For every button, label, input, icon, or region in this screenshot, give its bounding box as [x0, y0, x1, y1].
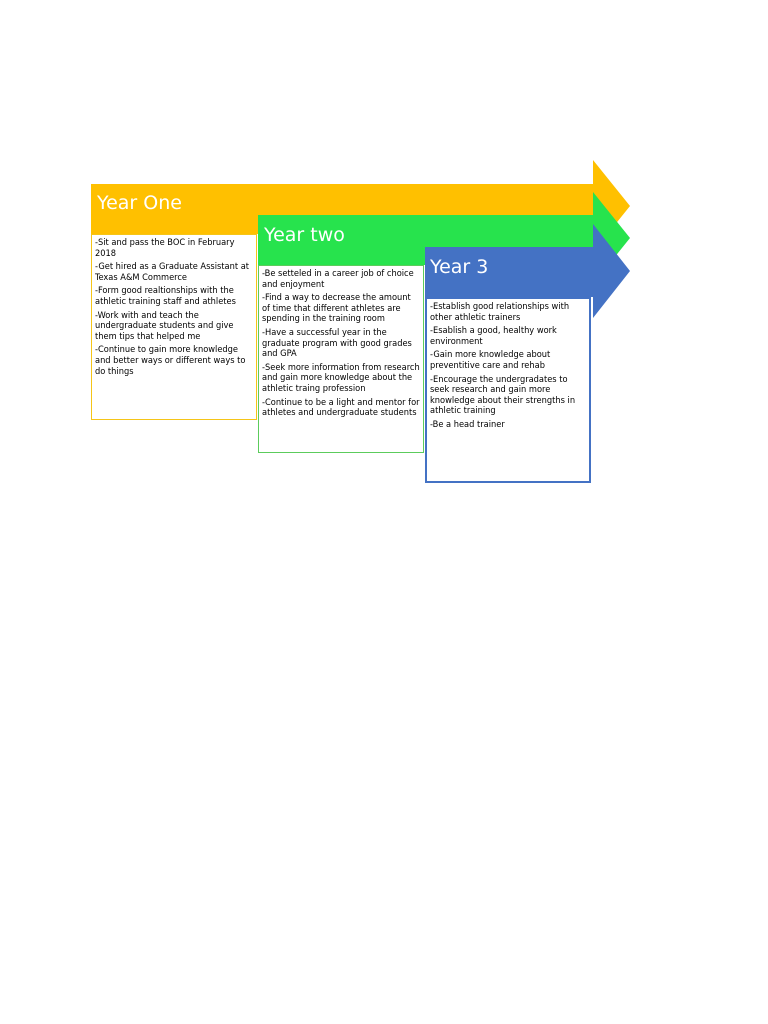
goal-item: -Sit and pass the BOC in February 2018: [95, 237, 235, 259]
goal-item: -Gain more knowledge about preventitive care and rehab: [430, 349, 551, 371]
goal-item: -Continue to be a light and mentor for athletes and undergraduate students: [262, 396, 420, 419]
goal-item: -Esablish a good, healthy work environment: [430, 325, 557, 347]
year-three-goals-list: [430, 302, 587, 431]
year-one-goals-list: [95, 238, 254, 377]
goal-item: -Form good realtionships with the athletic training staff and athletes: [95, 285, 236, 307]
year-three-title: Year 3: [430, 256, 489, 278]
year-two-goals-list: [262, 269, 421, 419]
goal-item: -Encourage the undergradates to seek research and gain more knowledge about their strengths in athletic training: [430, 373, 576, 417]
year-one-goals-box: [91, 234, 257, 420]
goal-item: -Have a successful year in the graduate program with good grades and GPA: [262, 326, 412, 360]
year-one-title: Year One: [97, 192, 182, 214]
goal-item: -Get hired as a Graduate Assistant at Texas A&M Commerce: [95, 261, 250, 283]
year-two-goals-box: [258, 265, 424, 453]
year-three-goals-box: [425, 297, 591, 483]
goal-item: -Work with and teach the undergraduate students and give them tips that helped me: [95, 309, 234, 342]
goal-item: -Find a way to decrease the amount of time that different athletes are spending in the training room: [262, 292, 411, 325]
goal-item: -Establish good relationships with other athletic trainers: [430, 301, 570, 323]
goal-item: -Be a head trainer: [430, 418, 505, 430]
year-two-title: Year two: [264, 224, 345, 246]
goal-item: -Continue to gain more knowledge and better ways or different ways to do things: [95, 344, 246, 377]
goal-item: -Be setteled in a career job of choice and enjoyment: [262, 268, 414, 290]
goal-item: -Seek more information from research and gain more knowledge about the athletic traing profession: [262, 361, 420, 394]
